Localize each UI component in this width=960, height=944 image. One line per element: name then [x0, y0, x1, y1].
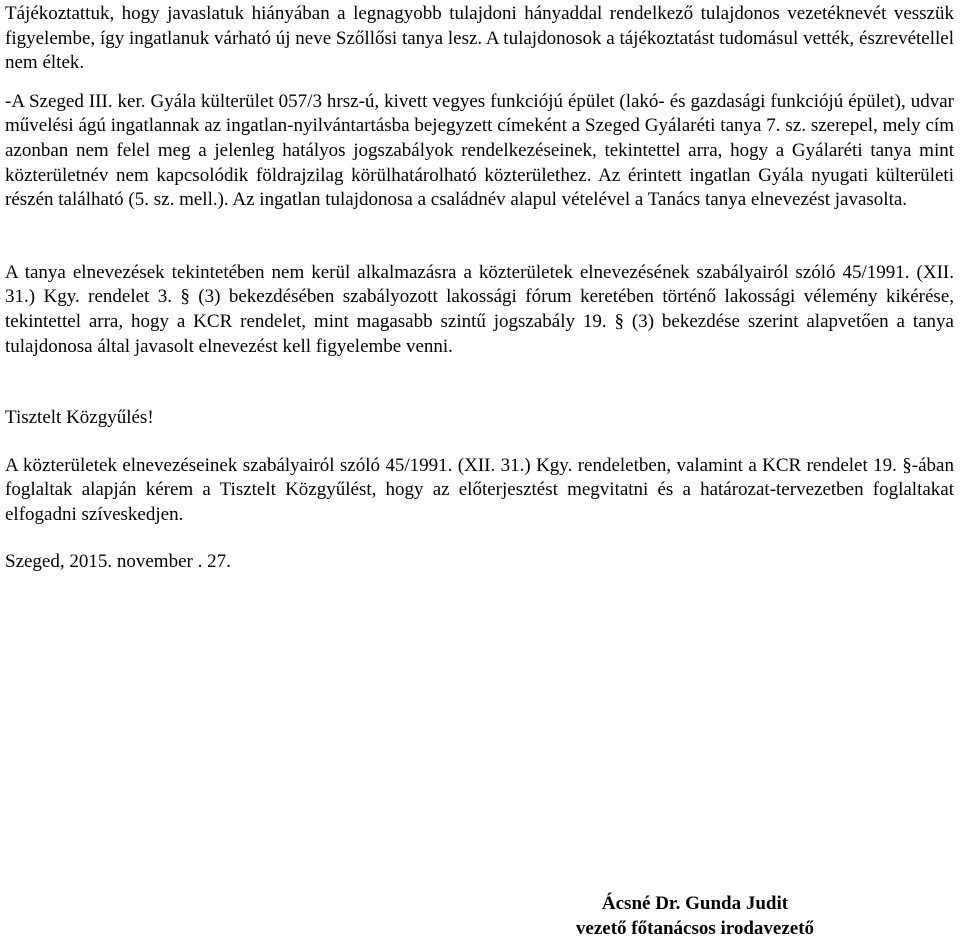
signature-block	[535, 891, 855, 941]
document-body	[5, 2, 954, 574]
paragraph-owner-info: Tájékoztattuk, hogy javaslatuk hiányában a legnagyobb tulajdoni hányaddal rendelkező tulajdonos vezetéknevét vesszük figyelembe, így ingatlanuk várható új neve Szőllősi tanya lesz. A tulajdonosok a tájékoztatást tudomásul vették, észrevétellel nem éltek.	[5, 3, 954, 74]
spacer	[5, 76, 954, 90]
spacer	[5, 359, 954, 406]
spacer	[5, 431, 954, 454]
signature-name: Ácsné Dr. Gunda Judit	[601, 893, 789, 914]
paragraph-naming-rules: A tanya elnevezések tekintetében nem kerül alkalmazásra a közterületek elnevezésének szabályairól szóló 45/1991. (XII. 31.) Kgy. rendelet 3. § (3) bekezdésében szabályozott lakossági fórum keretében történő lakossági vélemény kikérése, tekintettel arra, hogy a KCR rendelet, mint magasabb szintű jogszabály 19. § (3) bekezdése szerint alapvetően a tanya tulajdonosa által javasolt elnevezést kell figyelembe venni.	[5, 261, 954, 357]
date-line: Szeged, 2015. november . 27.	[5, 550, 231, 572]
spacer	[5, 213, 954, 261]
salutation: Tisztelt Közgyűlés!	[5, 407, 154, 429]
signature-title: vezető főtanácsos irodavezető	[575, 918, 815, 939]
spacer	[5, 528, 954, 550]
paragraph-gyala-property: -A Szeged III. ker. Gyála külterület 057/3 hrsz-ú, kivett vegyes funkciójú épület (lakó- és gazdasági funkciójú épület), udvar művelési ágú ingatlannak az ingatlan-nyilvántartásba bejegyzett címeként a Szeged Gyálaréti tanya 7. sz. szerepel, mely cím azonban nem felel meg a jelenleg hatályos jogszabályok rendelkezéseinek, tekintettel arra, hogy a Gyálaréti tanya mint közterületnév nem kapcsolódik földrajzilag körülhatárolható közterülethez. Az érintett ingatlan Gyála nyugati külterületi részén található (5. sz. mell.). Az ingatlan tulajdonosa a családnév alapul vételével a Tanács tanya elnevezést javasolta.	[5, 90, 954, 211]
paragraph-request: A közterületek elnevezéseinek szabályairól szóló 45/1991. (XII. 31.) Kgy. rendeletben, valamint a KCR rendelet 19. §-ában foglaltak alapján kérem a Tisztelt Közgyűlést, hogy az előterjesztést megvitatni és a határozat-tervezetben foglaltakat elfogadni szíveskedjen.	[5, 454, 954, 525]
